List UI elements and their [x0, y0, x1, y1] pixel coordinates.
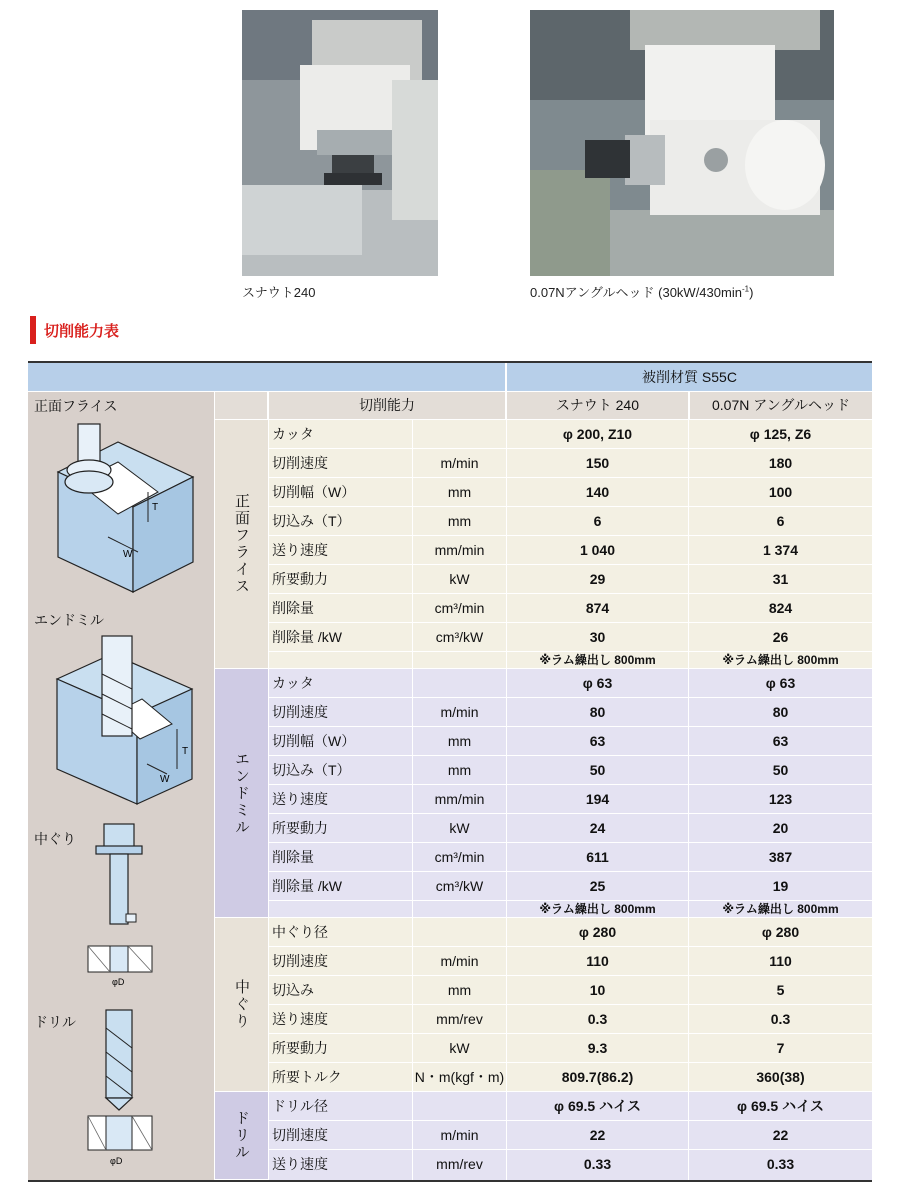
- row-value-snout: 50: [507, 756, 689, 784]
- row-item: カッタ: [269, 669, 413, 697]
- group-label-boring-text: 中ぐり: [233, 979, 250, 1030]
- row-value-angle: 19: [772, 878, 789, 894]
- header-material: 被削材質 S55C: [507, 363, 872, 391]
- row-item: 切込み（T）: [269, 507, 413, 535]
- group-label-boring: [215, 918, 268, 1092]
- row-value-angle: 5: [776, 982, 785, 998]
- table-note-row: [269, 652, 872, 669]
- row-value-snout: 30: [507, 623, 689, 651]
- row-value-angle: φ 63: [765, 675, 796, 691]
- row-value-angle: 26: [772, 629, 789, 645]
- note-value-angle: ※ラム繰出し 800mm: [722, 653, 839, 667]
- row-value-angle: φ 280: [761, 924, 800, 940]
- row-unit: [413, 1092, 507, 1120]
- table-row: [269, 1005, 872, 1034]
- row-unit: kW: [413, 1034, 507, 1062]
- row-value-snout: 22: [507, 1121, 689, 1149]
- row-value-angle: 7: [776, 1040, 785, 1056]
- row-value-angle: 31: [772, 571, 789, 587]
- row-value-angle: 6: [776, 513, 785, 529]
- row-item: 削除量 /kW: [269, 872, 413, 900]
- row-value-snout: 110: [507, 947, 689, 975]
- row-unit: mm/min: [413, 785, 507, 813]
- row-unit: mm: [413, 727, 507, 755]
- note-value-angle: ※ラム繰出し 800mm: [722, 902, 839, 916]
- note-item-blank: [269, 652, 413, 668]
- row-unit: cm³/kW: [413, 872, 507, 900]
- table-row: [269, 536, 872, 565]
- drill-diagram: [86, 1008, 166, 1174]
- row-item: 削除量: [269, 594, 413, 622]
- row-value-angle: 100: [768, 484, 793, 500]
- row-value-angle: 360(38): [756, 1069, 805, 1085]
- table-row: [269, 1121, 872, 1150]
- row-value-angle: 80: [772, 704, 789, 720]
- row-value-angle: 20: [772, 820, 789, 836]
- face-mill-dim-t: T: [152, 502, 159, 513]
- boring-diagram: [86, 822, 166, 992]
- row-value-angle: 0.33: [766, 1156, 795, 1172]
- table-row: [269, 785, 872, 814]
- row-value-snout: 874: [507, 594, 689, 622]
- row-unit: cm³/kW: [413, 623, 507, 651]
- row-unit: mm/min: [413, 536, 507, 564]
- boring-dim-d: φD: [112, 977, 125, 987]
- face-mill-title: 正面フライス: [34, 398, 118, 414]
- row-value-snout: φ 280: [507, 918, 689, 946]
- row-item: 送り速度: [269, 1005, 413, 1033]
- end-mill-diagram: [52, 634, 202, 810]
- row-value-angle: φ 125, Z6: [749, 426, 812, 442]
- row-value-angle: 1 374: [762, 542, 799, 558]
- group-label-drill-text: ドリル: [233, 1110, 250, 1161]
- row-item: ドリル径: [269, 1092, 413, 1120]
- group-label-drill: [215, 1092, 268, 1180]
- table-row: [269, 843, 872, 872]
- snout-photo-caption: スナウト240: [242, 285, 316, 300]
- row-item: 所要動力: [269, 814, 413, 842]
- row-item: 中ぐり径: [269, 918, 413, 946]
- row-item: 切削幅（W）: [269, 478, 413, 506]
- angle-caption-sup: -1: [741, 284, 750, 294]
- row-value-snout: 9.3: [507, 1034, 689, 1062]
- row-value-snout: 24: [507, 814, 689, 842]
- note-item-blank: [269, 901, 413, 917]
- end-mill-dim-t: T: [182, 746, 189, 757]
- angle-head-photo: [530, 10, 834, 276]
- row-value-snout: 0.3: [507, 1005, 689, 1033]
- table-row: [269, 478, 872, 507]
- section-title-marker: [30, 316, 36, 344]
- row-value-snout: φ 69.5 ハイス: [507, 1092, 689, 1120]
- table-row: [269, 507, 872, 536]
- row-unit: [413, 918, 507, 946]
- row-value-angle: 123: [768, 791, 793, 807]
- table-row: [269, 872, 872, 901]
- end-mill-title: エンドミル: [34, 612, 104, 628]
- header-col-angle: 0.07N アングルヘッド: [690, 392, 872, 419]
- end-mill-dim-w: W: [160, 774, 170, 785]
- row-value-angle: φ 69.5 ハイス: [737, 1098, 824, 1114]
- group-label-end-mill: [215, 669, 268, 918]
- row-item: 所要トルク: [269, 1063, 413, 1091]
- row-item: 削除量 /kW: [269, 623, 413, 651]
- table-row: [269, 1092, 872, 1121]
- drill-title: ドリル: [34, 1014, 76, 1030]
- row-unit: mm: [413, 478, 507, 506]
- row-unit: cm³/min: [413, 594, 507, 622]
- header-col-snout: スナウト 240: [507, 392, 689, 419]
- table-note-row: [269, 901, 872, 918]
- row-unit: [413, 420, 507, 448]
- row-unit: N・m(kgf・m): [413, 1063, 507, 1091]
- face-mill-dim-w: W: [123, 549, 133, 560]
- angle-head-photo-caption: [530, 282, 753, 301]
- row-value-snout: 6: [507, 507, 689, 535]
- group-label-face-mill-text: 正面フライス: [233, 493, 250, 595]
- note-unit-blank: [413, 652, 507, 668]
- table-row: [269, 814, 872, 843]
- table-row: [269, 756, 872, 785]
- row-value-snout: φ 200, Z10: [507, 420, 689, 448]
- row-value-angle: 22: [772, 1127, 789, 1143]
- table-bottom-rule: [28, 1180, 872, 1182]
- row-unit: [413, 669, 507, 697]
- row-value-snout: 10: [507, 976, 689, 1004]
- table-row: [269, 727, 872, 756]
- row-item: 切込み: [269, 976, 413, 1004]
- table-row: [269, 420, 872, 449]
- row-value-angle: 824: [768, 600, 793, 616]
- table-row: [269, 918, 872, 947]
- row-value-snout: 63: [507, 727, 689, 755]
- row-value-angle: 180: [768, 455, 793, 471]
- table-row: [269, 976, 872, 1005]
- row-unit: kW: [413, 814, 507, 842]
- row-unit: mm/rev: [413, 1005, 507, 1033]
- note-value-snout: ※ラム繰出し 800mm: [507, 901, 689, 917]
- row-unit: kW: [413, 565, 507, 593]
- row-value-snout: 80: [507, 698, 689, 726]
- table-row: [269, 565, 872, 594]
- row-item: 削除量: [269, 843, 413, 871]
- row-value-snout: 29: [507, 565, 689, 593]
- row-value-snout: 25: [507, 872, 689, 900]
- header-blue-blank: [28, 363, 506, 391]
- drill-dim-d: φD: [110, 1156, 123, 1166]
- row-item: 切削速度: [269, 1121, 413, 1149]
- header-group-blank: [215, 392, 268, 419]
- row-value-angle: 110: [769, 953, 792, 969]
- row-unit: mm: [413, 756, 507, 784]
- group-label-end-mill-text: エンドミル: [233, 750, 250, 836]
- row-item: 送り速度: [269, 1150, 413, 1180]
- row-item: 所要動力: [269, 1034, 413, 1062]
- face-mill-diagram: [48, 422, 198, 600]
- row-value-angle: 50: [772, 762, 789, 778]
- header-capability: 切削能力: [269, 392, 506, 419]
- boring-title: 中ぐり: [34, 831, 76, 847]
- row-unit: cm³/min: [413, 843, 507, 871]
- row-value-snout: φ 63: [507, 669, 689, 697]
- row-unit: m/min: [413, 1121, 507, 1149]
- section-title: [30, 316, 119, 344]
- row-unit: m/min: [413, 449, 507, 477]
- section-title-text: 切削能力表: [44, 322, 120, 340]
- angle-head-photo-image: [530, 10, 834, 276]
- row-item: 切削速度: [269, 449, 413, 477]
- table-row: [269, 947, 872, 976]
- angle-caption-main: 0.07Nアングルヘッド (30kW/430min: [530, 285, 742, 300]
- row-value-angle: 387: [768, 849, 793, 865]
- note-value-snout: ※ラム繰出し 800mm: [507, 652, 689, 668]
- table-row: [269, 594, 872, 623]
- angle-caption-end: ): [749, 285, 754, 300]
- row-item: カッタ: [269, 420, 413, 448]
- table-row: [269, 1150, 872, 1180]
- row-value-snout: 194: [507, 785, 689, 813]
- row-value-snout: 140: [507, 478, 689, 506]
- row-value-snout: 150: [507, 449, 689, 477]
- row-value-snout: 611: [507, 843, 689, 871]
- row-value-snout: 0.33: [507, 1150, 689, 1180]
- row-unit: m/min: [413, 698, 507, 726]
- row-item: 所要動力: [269, 565, 413, 593]
- row-item: 切込み（T）: [269, 756, 413, 784]
- row-unit: mm/rev: [413, 1150, 507, 1180]
- row-item: 送り速度: [269, 785, 413, 813]
- row-value-snout: 1 040: [507, 536, 689, 564]
- row-item: 切削幅（W）: [269, 727, 413, 755]
- row-value-angle: 0.3: [770, 1011, 791, 1027]
- row-unit: m/min: [413, 947, 507, 975]
- table-row: [269, 698, 872, 727]
- row-item: 送り速度: [269, 536, 413, 564]
- table-row: [269, 623, 872, 652]
- row-item: 切削速度: [269, 698, 413, 726]
- snout-photo-image: [242, 10, 438, 276]
- table-row: [269, 1063, 872, 1092]
- group-label-face-mill: [215, 420, 268, 669]
- row-unit: mm: [413, 507, 507, 535]
- row-value-angle: 63: [772, 733, 789, 749]
- row-unit: mm: [413, 976, 507, 1004]
- table-row: [269, 669, 872, 698]
- note-unit-blank: [413, 901, 507, 917]
- table-row: [269, 1034, 872, 1063]
- snout-240-photo: [242, 10, 438, 276]
- row-item: 切削速度: [269, 947, 413, 975]
- row-value-snout: 809.7(86.2): [507, 1063, 689, 1091]
- table-row: [269, 449, 872, 478]
